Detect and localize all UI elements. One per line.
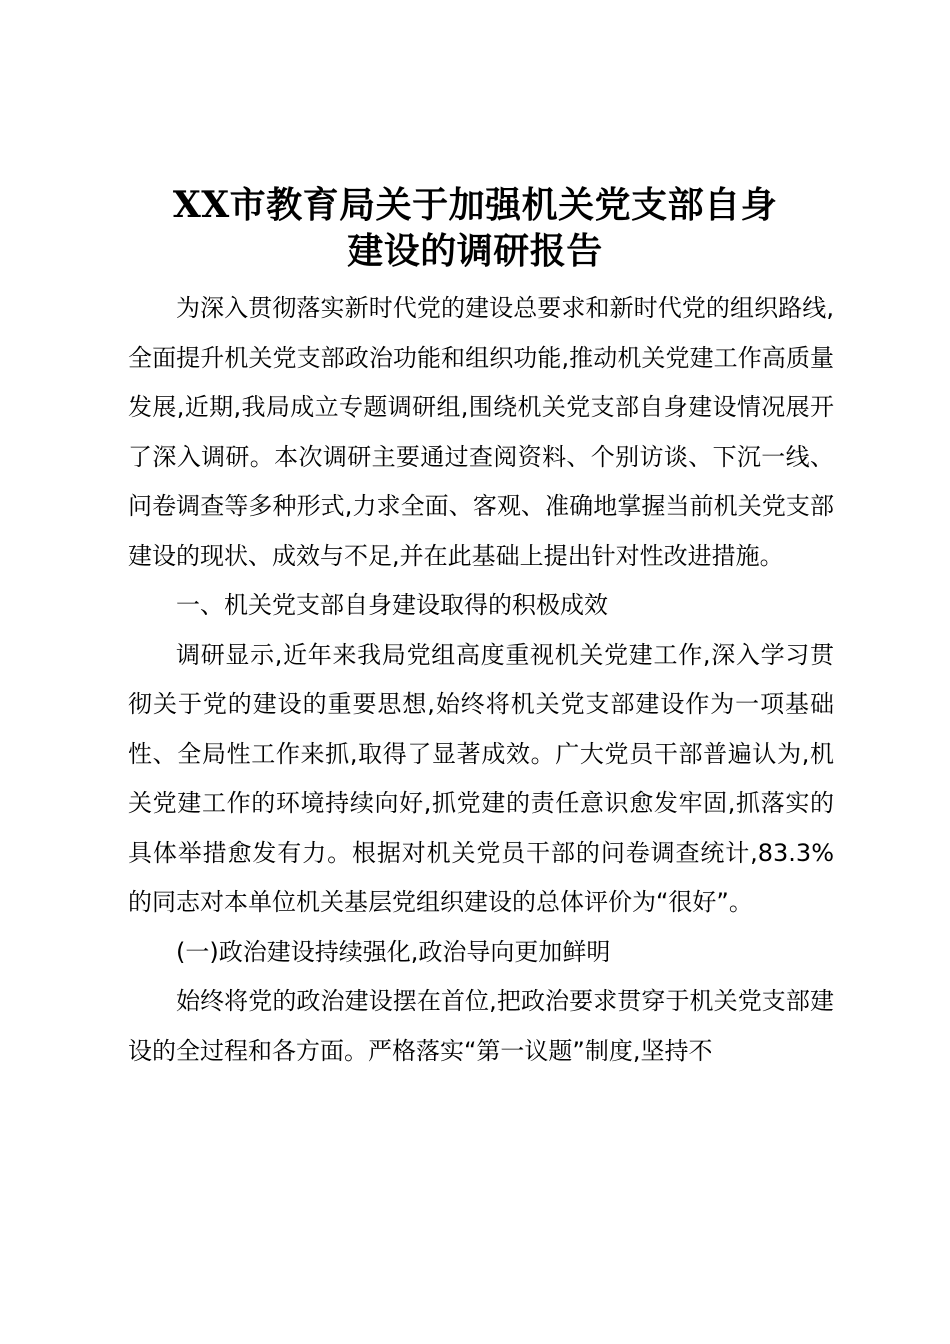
document-title: [100, 182, 850, 274]
section-1-paragraph: 调研显示,近年来我局党组高度重视机关党建工作,深入学习贯彻关于党的建设的重要思想,始终将机关党支部建设作为一项基础性、全局性工作来抓,取得了显著成效。广大党员干部普遍认为,机关党建工作的环境持续向好,抓党建的责任意识愈发牢固,抓落实的具体举措愈发有力。根据对机关党员干部的问卷调查统计,83.3%的同志对本单位机关基层党组织建设的总体评价为“很好”。: [128, 640, 834, 916]
subsection-1-paragraph: 始终将党的政治建设摆在首位,把政治要求贯穿于机关党支部建设的全过程和各方面。严格落实“第一议题”制度,坚持不: [128, 987, 834, 1065]
intro-paragraph: 为深入贯彻落实新时代党的建设总要求和新时代党的组织路线,全面提升机关党支部政治功能和组织功能,推动机关党建工作高质量发展,近期,我局成立专题调研组,围绕机关党支部自身建设情况展开了深入调研。本次调研主要通过查阅资料、个别访谈、下沉一线、问卷调查等多种形式,力求全面、客观、准确地掌握当前机关党支部建设的现状、成效与不足,并在此基础上提出针对性改进措施。: [128, 294, 834, 570]
title-line-1: XX市教育局关于加强机关党支部自身: [172, 184, 778, 226]
section-heading-1: 一、机关党支部自身建设取得的积极成效: [176, 591, 608, 619]
title-line-2: 建设的调研报告: [347, 230, 603, 272]
subsection-heading-1: (一)政治建设持续强化,政治导向更加鲜明: [176, 937, 611, 966]
document-body: [128, 284, 834, 1076]
